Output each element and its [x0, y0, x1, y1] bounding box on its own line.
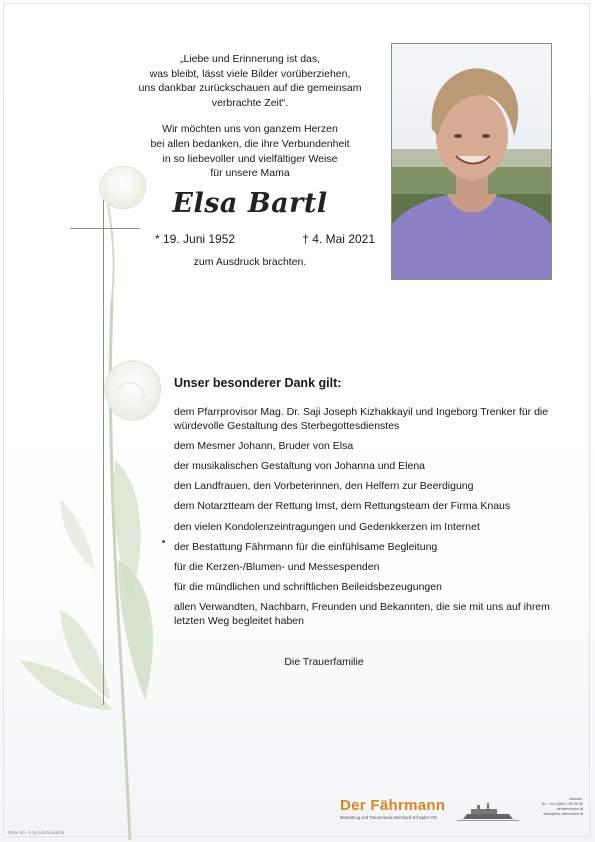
thanks-intro-line: für unsere Mama	[210, 167, 290, 180]
cross-icon-bar	[70, 228, 140, 229]
list-item: der musikalischen Gestaltung von Johanna und Elena	[174, 459, 425, 472]
page-reference: Rose 10 - 5 by Lisch/Austria	[8, 830, 65, 835]
quote-line: verbrachte Zeit“.	[211, 96, 289, 109]
thanks-intro-line: Wir möchten uns von ganzem Herzen	[162, 123, 338, 136]
list-item: den Landfrauen, den Vorbeterinnen, den Helfern zur Beerdigung	[174, 480, 474, 493]
signature: Die Trauerfamilie	[284, 656, 364, 668]
list-item: den vielen Kondolenzeintragungen und Gedenkkerzen im Internet	[174, 520, 480, 533]
footer-brand	[340, 797, 445, 820]
thanks-intro-line: bei allen bedanken, die ihre Verbundenheit	[150, 137, 350, 150]
special-thanks-list	[174, 406, 574, 635]
list-item: dem Mesmer Johann, Bruder von Elsa	[174, 439, 354, 452]
deceased-name: Elsa Bartl	[172, 188, 328, 219]
list-item: der Bestattung Fährmann für die einfühlsame Begleitung	[174, 540, 438, 553]
list-item: für die Kerzen-/Blumen- und Messespenden	[174, 560, 380, 573]
contact-line: derfaehrmann.at	[556, 807, 583, 811]
contact-line: Tel.: +43 (0)664 190 99 60	[540, 802, 583, 806]
quote-line: uns dankbar zurückschauen auf die gemeinsam	[138, 82, 362, 95]
list-item: dem Notarztteam der Rettung Imst, dem Rettungsteam der Firma Knaus	[174, 500, 511, 513]
portrait-illustration	[392, 44, 551, 279]
portrait-photo	[391, 43, 552, 280]
ferry-boat-icon	[457, 800, 519, 824]
quote-line: was bleibt, lässt viele Bilder vorüberziehen,	[149, 67, 351, 80]
brand-name: Der Fährmann	[340, 797, 446, 814]
closing-line: zum Ausdruck brachten.	[193, 256, 307, 268]
death-date: † 4. Mai 2021	[302, 232, 375, 246]
cross-icon	[103, 200, 104, 705]
special-thanks-heading: Unser besonderer Dank gilt:	[174, 376, 342, 390]
quote-line: „Liebe und Erinnerung ist das,	[179, 53, 321, 65]
thanks-intro-line: in so liebevoller und vielfältiger Weise	[162, 152, 338, 165]
brand-subtitle: Bestattung und Trauerrituale Bernhard Schopfer OG	[340, 815, 437, 820]
list-item: für die mündlichen und schriftlichen Beileidsbezeugungen	[174, 581, 442, 594]
footer-contact	[523, 797, 583, 817]
contact-line: Notrufnr.	[569, 797, 583, 801]
life-dates	[155, 232, 375, 246]
birth-date: * 19. Juni 1952	[155, 232, 236, 246]
list-item: dem Pfarrprovisor Mag. Dr. Saji Joseph Kizhakkayil und Ingeborg Trenker für die würdevolle Gestaltung des Sterbegottesdienstes	[174, 406, 549, 432]
list-item: allen Verwandten, Nachbarn, Freunden und Bekannten, die sie mit uns auf ihrem letzten Weg begleitet haben	[174, 601, 550, 627]
bullet-dot	[162, 540, 165, 543]
contact-line: office@der-faehrmann.at	[543, 812, 583, 816]
quote-block	[120, 52, 380, 181]
